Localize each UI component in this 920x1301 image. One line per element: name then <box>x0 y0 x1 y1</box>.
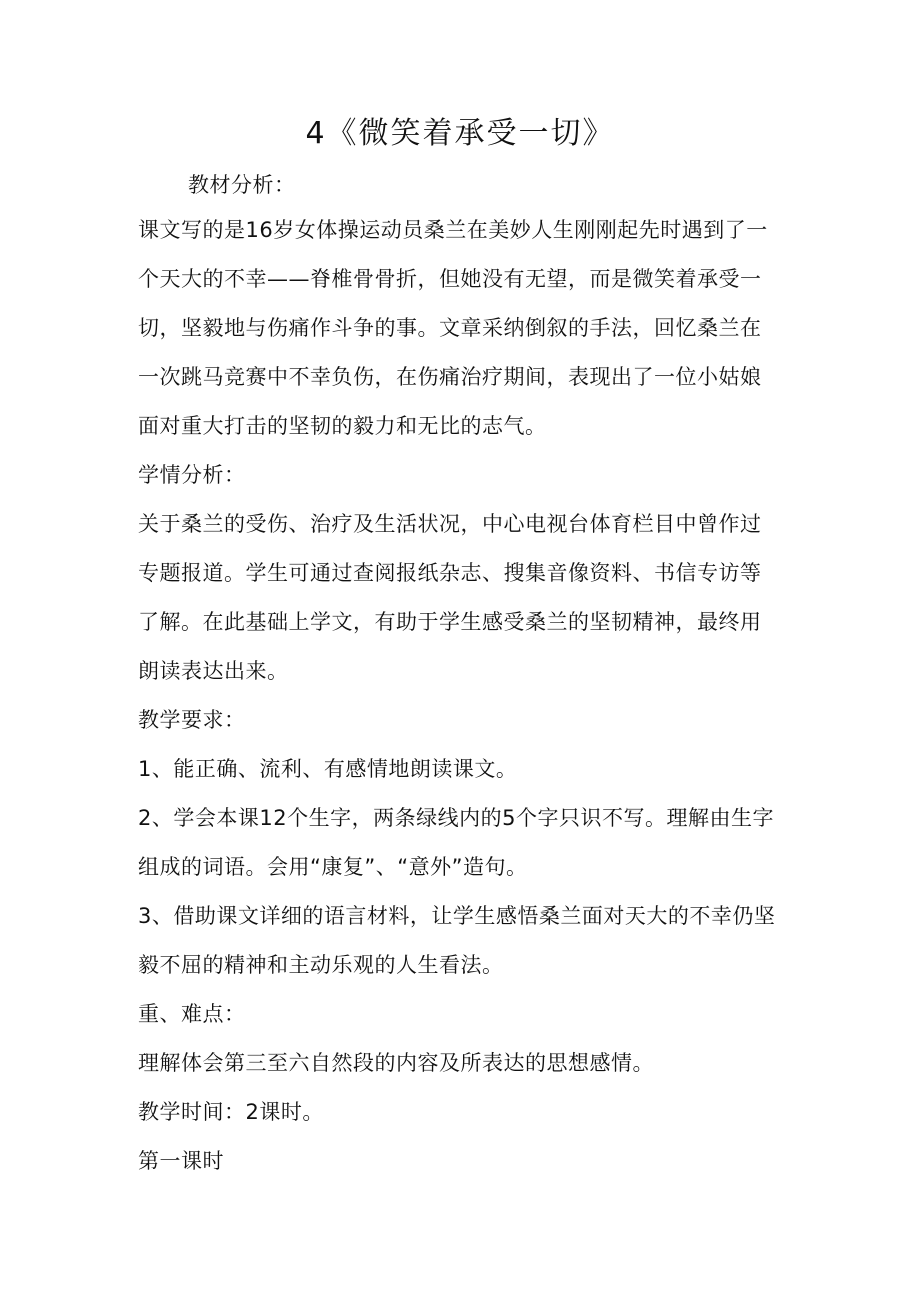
paragraph-line: 个天大的不幸——脊椎骨骨折，但她没有无望，而是微笑着承受一 <box>138 267 762 291</box>
requirement-item: 2、学会本课12个生字，两条绿线内的5个字只识不写。理解由生字 <box>138 806 774 830</box>
teaching-time: 教学时间：2课时。 <box>138 1100 324 1124</box>
requirement-item: 1、能正确、流利、有感情地朗读课文。 <box>138 757 518 781</box>
heading-key-difficulties: 重、难点： <box>138 1002 246 1026</box>
heading-material-analysis: 教材分析： <box>188 173 296 197</box>
requirement-item: 3、借助课文详细的语言材料，让学生感悟桑兰面对天大的不幸仍坚 <box>138 904 776 928</box>
heading-student-analysis: 学情分析： <box>138 463 246 487</box>
paragraph-line: 课文写的是16岁女体操运动员桑兰在美妙人生刚刚起先时遇到了一 <box>138 218 768 242</box>
paragraph-line: 组成的词语。会用“康复”、“意外”造句。 <box>138 855 528 879</box>
paragraph-line: 朗读表达出来。 <box>138 659 289 683</box>
paragraph-line: 切，坚毅地与伤痛作斗争的事。文章采纳倒叙的手法，回忆桑兰在 <box>138 316 762 340</box>
paragraph-line: 专题报道。学生可通过查阅报纸杂志、搜集音像资料、书信专访等 <box>138 561 762 585</box>
paragraph-line: 一次跳马竞赛中不幸负伤，在伤痛治疗期间，表现出了一位小姑娘 <box>138 365 762 389</box>
paragraph-line: 关于桑兰的受伤、治疗及生活状况，中心电视台体育栏目中曾作过 <box>138 512 762 536</box>
lesson-heading: 第一课时 <box>138 1149 224 1173</box>
heading-teaching-requirements: 教学要求： <box>138 708 246 732</box>
paragraph-line: 了解。在此基础上学文，有助于学生感受桑兰的坚韧精神，最终用 <box>138 610 762 634</box>
document-title: 4《微笑着承受一切》 <box>305 116 615 151</box>
paragraph-line: 面对重大打击的坚韧的毅力和无比的志气。 <box>138 414 547 438</box>
paragraph-line: 毅不屈的精神和主动乐观的人生看法。 <box>138 953 504 977</box>
paragraph-line: 理解体会第三至六自然段的内容及所表达的思想感情。 <box>138 1051 654 1075</box>
